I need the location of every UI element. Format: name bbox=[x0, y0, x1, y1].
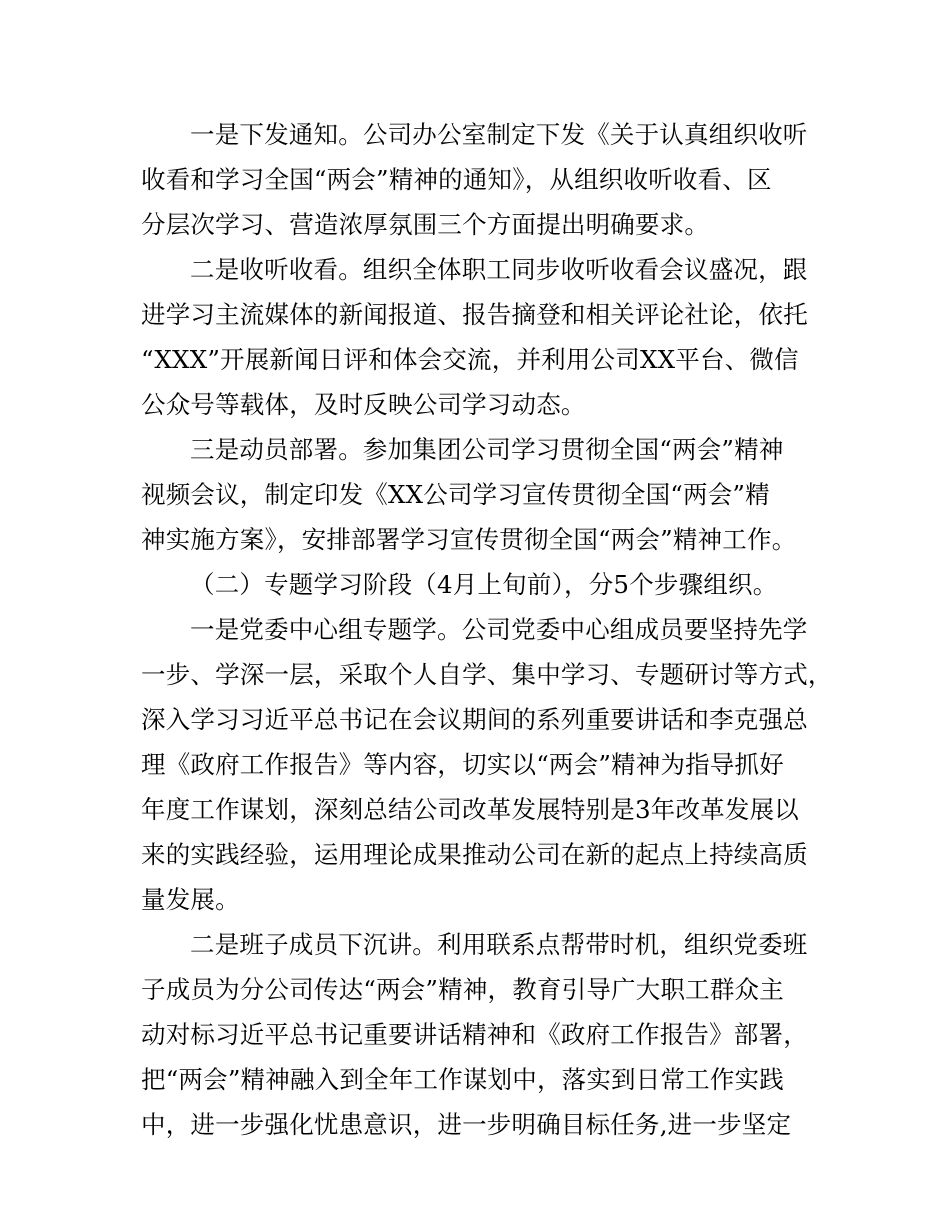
paragraph-5-line-2: 子成员为分公司传达“两会”精神，教育引导广大职工群众主 bbox=[141, 975, 784, 1004]
paragraph-1-line-1: 一是下发通知。公司办公室制定下发《关于认真组织收听 bbox=[190, 120, 808, 149]
section-heading-2: （二）专题学习阶段（4月上旬前），分5个步骤组织。 bbox=[190, 570, 778, 599]
paragraph-5-line-5: 中，进一步强化忧患意识，进一步明确目标任务,进一步坚定 bbox=[141, 1110, 792, 1139]
paragraph-4-line-3: 深入学习习近平总书记在会议期间的系列重要讲话和李克强总 bbox=[141, 705, 808, 734]
paragraph-2-line-4: 公众号等载体，及时反映公司学习动态。 bbox=[141, 390, 586, 419]
paragraph-2-line-3: “XXX”开展新闻日评和体会交流，并利用公司XX平台、微信 bbox=[141, 345, 799, 374]
paragraph-1-line-2: 收看和学习全国“两会”精神的通知》，从组织收听收看、区 bbox=[141, 165, 772, 194]
paragraph-3-line-3: 神实施方案》，安排部署学习宣传贯彻全国“两会”精神工作。 bbox=[141, 525, 797, 554]
paragraph-2-line-1: 二是收听收看。组织全体职工同步收听收看会议盛况，跟 bbox=[190, 255, 808, 284]
paragraph-2-line-2: 进学习主流媒体的新闻报道、报告摘登和相关评论社论，依托 bbox=[141, 300, 808, 329]
paragraph-4-line-7: 量发展。 bbox=[141, 885, 240, 914]
paragraph-3-line-2: 视频会议，制定印发《XX公司学习宣传贯彻全国“两会”精 bbox=[141, 480, 770, 509]
paragraph-4-line-2: 一步、学深一层，采取个人自学、集中学习、专题研讨等方式， bbox=[141, 660, 833, 689]
paragraph-4-line-6: 来的实践经验，运用理论成果推动公司在新的起点上持续高质 bbox=[141, 840, 808, 869]
paragraph-4-line-5: 年度工作谋划，深刻总结公司改革发展特别是3年改革发展以 bbox=[141, 795, 799, 824]
paragraph-5-line-1: 二是班子成员下沉讲。利用联系点帮带时机，组织党委班 bbox=[190, 930, 808, 959]
paragraph-1-line-3: 分层次学习、营造浓厚氛围三个方面提出明确要求。 bbox=[141, 210, 710, 239]
paragraph-4-line-4: 理《政府工作报告》等内容，切实以“两会”精神为指导抓好 bbox=[141, 750, 784, 779]
paragraph-5-line-4: 把“两会”精神融入到全年工作谋划中，落实到日常工作实践 bbox=[141, 1065, 784, 1094]
paragraph-3-line-1: 三是动员部署。参加集团公司学习贯彻全国“两会”精神 bbox=[190, 435, 784, 464]
paragraph-4-line-1: 一是党委中心组专题学。公司党委中心组成员要坚持先学 bbox=[190, 615, 808, 644]
paragraph-5-line-3: 动对标习近平总书记重要讲话精神和《政府工作报告》部署， bbox=[141, 1020, 808, 1049]
